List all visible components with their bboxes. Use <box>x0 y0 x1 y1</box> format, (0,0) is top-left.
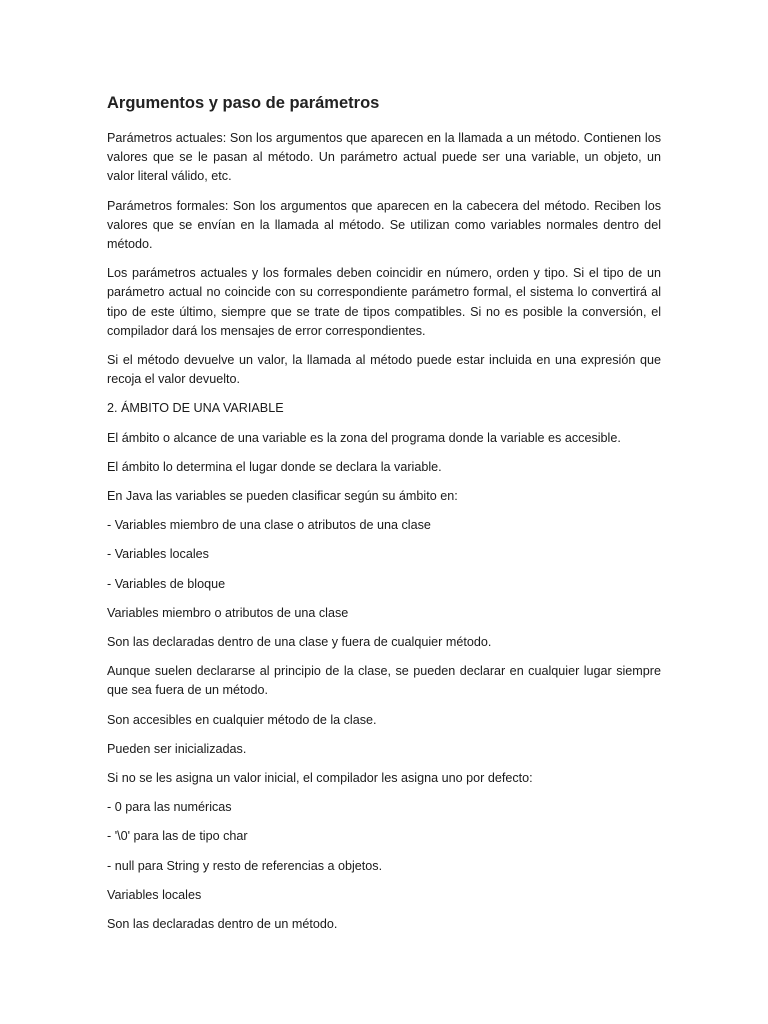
list-item: - Variables locales <box>107 547 209 562</box>
subheading-variables-miembro: Variables miembro o atributos de una clase <box>107 605 349 620</box>
paragraph-accesibles: Son accesibles en cualquier método de la clase. <box>107 712 377 727</box>
list-item: - null para String y resto de referencias a objetos. <box>107 858 383 873</box>
list-item: - Variables miembro de una clase o atributos de una clase <box>107 518 431 533</box>
paragraph-clasificacion: En Java las variables se pueden clasificar según su ámbito en: <box>107 489 458 504</box>
paragraph-declaradas-metodo: Son las declaradas dentro de un método. <box>107 917 338 932</box>
document-title: Argumentos y paso de parámetros <box>107 94 380 112</box>
list-item: - Variables de bloque <box>107 576 226 591</box>
list-item: - '\0' para las de tipo char <box>107 829 248 844</box>
paragraph-ambito-lugar: El ámbito lo determina el lugar donde se declara la variable. <box>107 459 442 474</box>
list-item: - 0 para las numéricas <box>107 800 232 815</box>
paragraph-valor-defecto: Si no se les asigna un valor inicial, el compilador les asigna uno por defecto: <box>107 771 533 786</box>
paragraph-ambito-definicion: El ámbito o alcance de una variable es la zona del programa donde la variable es accesible. <box>107 430 621 445</box>
paragraph-valor-devuelto: Si el método devuelve un valor, la llamada al método puede estar incluida en una expresión que recoja el valor devuelto. <box>107 353 661 387</box>
paragraph-declaradas-clase: Son las declaradas dentro de una clase y fuera de cualquier método. <box>107 635 492 650</box>
paragraph-coincidencia-tipos: Los parámetros actuales y los formales deben coincidir en número, orden y tipo. Si el tipo de un parámetro actual no coincide con su correspondiente parámetro formal, el sistema lo convertirá al tipo de este último, siempre que se trate de tipos compatibles. Si no es posible la conversión, el compilador dará los mensajes de error correspondientes. <box>107 266 661 338</box>
paragraph-declaracion-lugar: Aunque suelen declararse al principio de la clase, se pueden declarar en cualquier lugar siempre que sea fuera de un método. <box>107 664 661 698</box>
paragraph-inicializadas: Pueden ser inicializadas. <box>107 741 247 756</box>
section-heading-ambito: 2. ÁMBITO DE UNA VARIABLE <box>107 401 284 416</box>
subheading-variables-locales: Variables locales <box>107 887 202 902</box>
paragraph-parametros-actuales: Parámetros actuales: Son los argumentos que aparecen en la llamada a un método. Contienen los valores que se le pasan al método. Un parámetro actual puede ser una variable, un objeto, un valor literal válido, etc. <box>107 131 661 184</box>
paragraph-parametros-formales: Parámetros formales: Son los argumentos que aparecen en la cabecera del método. Reciben los valores que se envían en la llamada al método. Se utilizan como variables normales dentro del método. <box>107 198 661 252</box>
